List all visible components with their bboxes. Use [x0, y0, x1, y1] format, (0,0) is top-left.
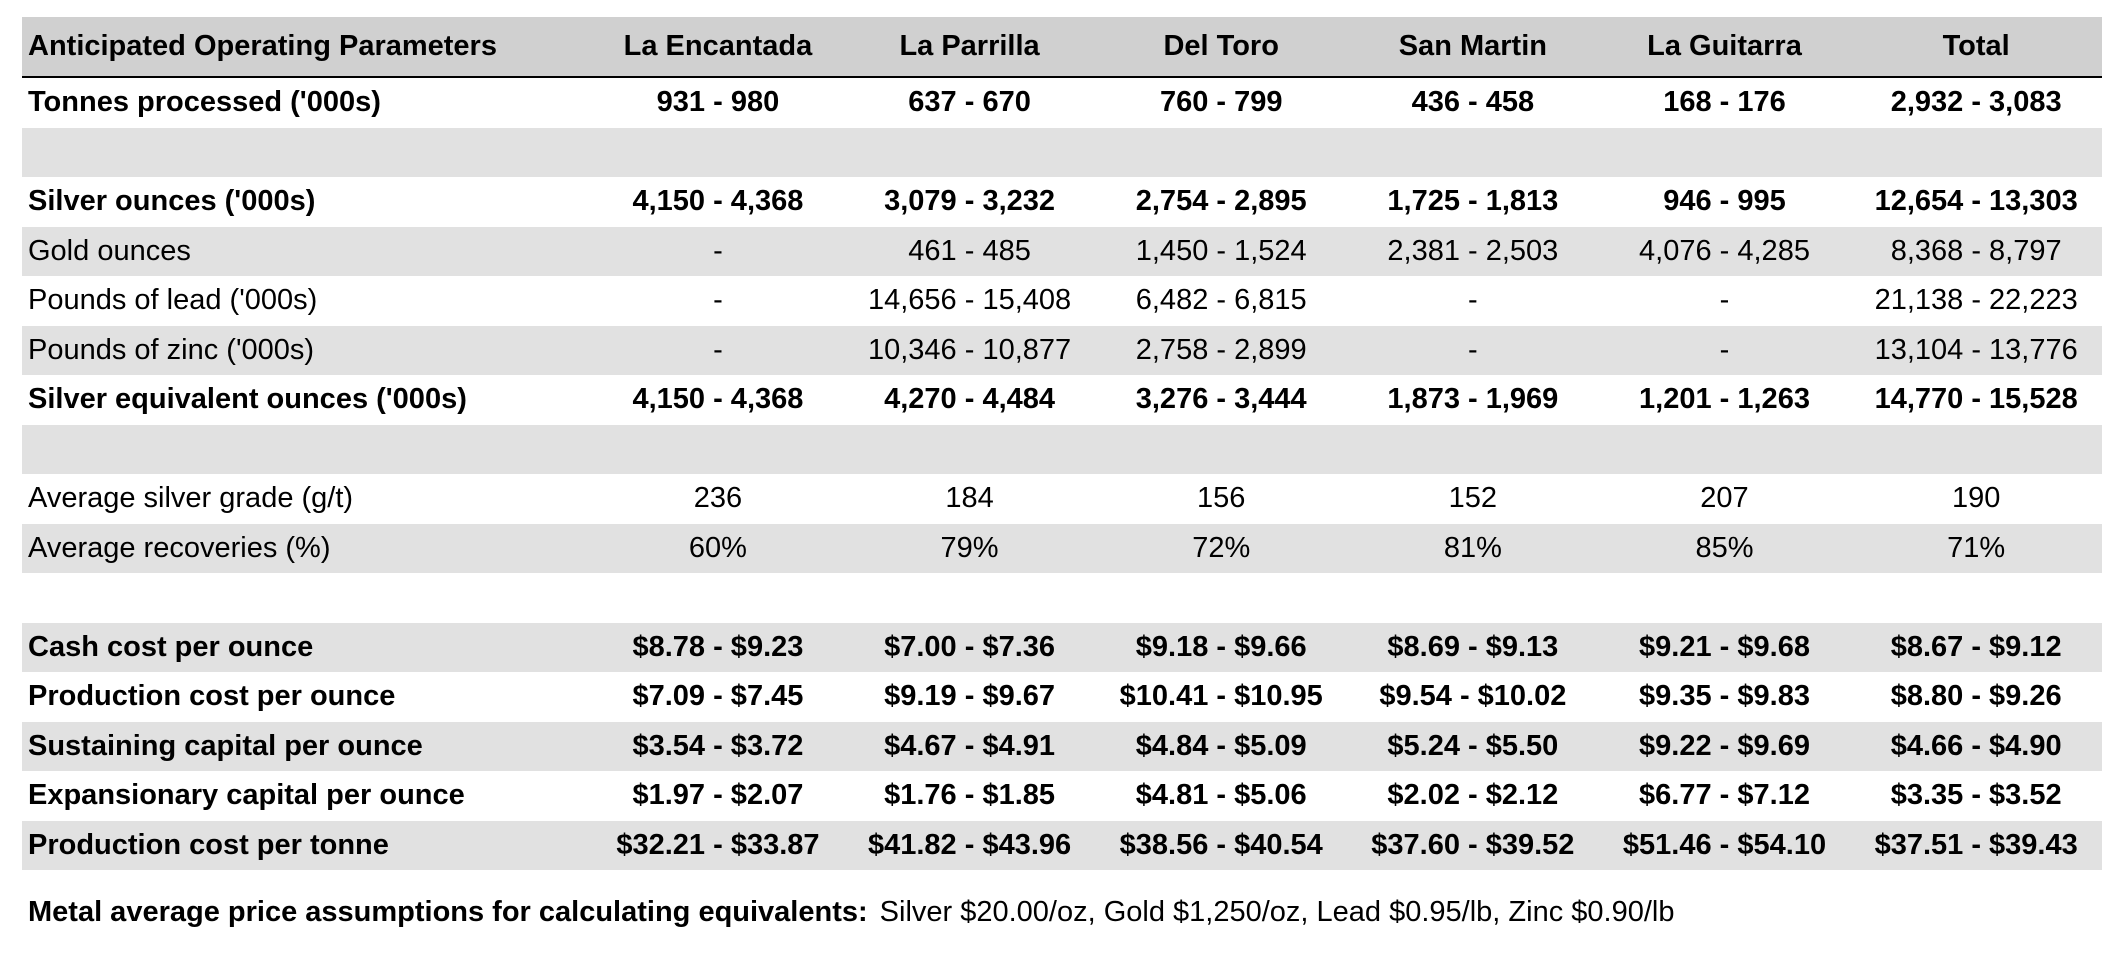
table-cell: 2,754 - 2,895	[1135, 185, 1307, 217]
spacer-row	[22, 128, 2102, 178]
table-cell: $4.81 - $5.06	[1135, 779, 1307, 811]
row-label: Silver equivalent ounces ('000s)	[28, 383, 467, 415]
table-cell: 4,150 - 4,368	[632, 185, 804, 217]
row-label: Production cost per ounce	[28, 680, 396, 712]
row-label: Silver ounces ('000s)	[28, 185, 316, 217]
table-row	[22, 672, 2102, 722]
table-cell: 3,079 - 3,232	[884, 185, 1056, 217]
table-cell: 4,270 - 4,484	[884, 383, 1056, 415]
table-cell: 190	[1951, 482, 2001, 514]
table-cell: 1,873 - 1,969	[1387, 383, 1559, 415]
table-cell: $32.21 - $33.87	[592, 821, 844, 871]
table-row	[22, 821, 2102, 871]
table-row	[22, 77, 2102, 128]
table-cell: $8.67 - $9.12	[1850, 623, 2102, 673]
table-cell: 2,758 - 2,899	[1095, 326, 1347, 376]
table-row	[22, 276, 2102, 326]
header-parameters: Anticipated Operating Parameters	[22, 17, 592, 77]
table-cell: $37.60 - $39.52	[1347, 821, 1599, 871]
header-row	[22, 17, 2102, 77]
table-row	[22, 375, 2102, 425]
table-cell: 72%	[1095, 524, 1347, 574]
table-cell: $8.78 - $9.23	[592, 623, 844, 673]
table-cell: 4,076 - 4,285	[1599, 227, 1851, 277]
table-cell: $38.56 - $40.54	[1095, 821, 1347, 871]
table-cell: 71%	[1850, 524, 2102, 574]
row-label: Cash cost per ounce	[22, 623, 592, 673]
table-row	[22, 623, 2102, 673]
table-cell: $9.35 - $9.83	[1639, 680, 1810, 712]
table-cell: 6,482 - 6,815	[1135, 284, 1307, 316]
table-cell: 79%	[844, 524, 1096, 574]
row-label: Average recoveries (%)	[22, 524, 592, 574]
table-cell: $4.84 - $5.09	[1095, 722, 1347, 772]
spacer-cell	[22, 425, 2102, 475]
header-la-parrilla: La Parrilla	[844, 17, 1096, 77]
table-cell: $9.22 - $9.69	[1599, 722, 1851, 772]
table-cell: $3.54 - $3.72	[592, 722, 844, 772]
header-la-guitarra: La Guitarra	[1599, 17, 1851, 77]
table-cell: -	[1468, 284, 1478, 316]
table-cell: 14,770 - 15,528	[1874, 383, 2078, 415]
price-assumptions-note	[28, 896, 1674, 929]
header-total: Total	[1850, 17, 2102, 77]
table-cell: $4.66 - $4.90	[1850, 722, 2102, 772]
table-cell: $3.35 - $3.52	[1890, 779, 2062, 811]
row-label: Gold ounces	[22, 227, 592, 277]
price-assumptions-label: Metal average price assumptions for calculating equivalents:	[28, 896, 868, 928]
table-cell: $7.00 - $7.36	[844, 623, 1096, 673]
table-cell: $37.51 - $39.43	[1850, 821, 2102, 871]
table-cell: 8,368 - 8,797	[1850, 227, 2102, 277]
table-cell: 461 - 485	[844, 227, 1096, 277]
table-cell: 14,656 - 15,408	[867, 284, 1072, 316]
table-cell: $8.80 - $9.26	[1890, 680, 2062, 712]
operating-parameters-table-container	[22, 17, 2102, 870]
table-cell: 152	[1448, 482, 1498, 514]
table-cell: $2.02 - $2.12	[1387, 779, 1559, 811]
table-cell: $9.21 - $9.68	[1599, 623, 1851, 673]
table-cell: $8.69 - $9.13	[1347, 623, 1599, 673]
table-cell: 10,346 - 10,877	[844, 326, 1096, 376]
table-row	[22, 524, 2102, 574]
table-cell: -	[1347, 326, 1599, 376]
table-cell: -	[713, 284, 723, 316]
table-cell: $4.67 - $4.91	[844, 722, 1096, 772]
table-cell: 85%	[1599, 524, 1851, 574]
table-cell: $51.46 - $54.10	[1599, 821, 1851, 871]
table-cell: 81%	[1347, 524, 1599, 574]
table-cell: 60%	[592, 524, 844, 574]
table-cell: 207	[1700, 482, 1749, 514]
table-row	[22, 326, 2102, 376]
table-cell: -	[592, 326, 844, 376]
header-la-encantada: La Encantada	[592, 17, 844, 77]
operating-parameters-table	[22, 17, 2102, 870]
table-row	[22, 227, 2102, 277]
table-cell: 1,450 - 1,524	[1095, 227, 1347, 277]
table-row	[22, 177, 2102, 227]
row-label: Production cost per tonne	[22, 821, 592, 871]
header-del-toro: Del Toro	[1095, 17, 1347, 77]
table-cell: 156	[1197, 482, 1246, 514]
table-cell: 637 - 670	[908, 86, 1031, 118]
row-label: Sustaining capital per ounce	[22, 722, 592, 772]
table-cell: $5.24 - $5.50	[1347, 722, 1599, 772]
spacer-row	[22, 573, 2102, 623]
table-cell: 184	[945, 482, 994, 514]
table-row	[22, 771, 2102, 821]
table-row	[22, 474, 2102, 524]
table-cell: $9.18 - $9.66	[1095, 623, 1347, 673]
row-label: Tonnes processed ('000s)	[28, 86, 381, 118]
row-label: Pounds of lead ('000s)	[28, 284, 318, 316]
table-cell: 931 - 980	[656, 86, 780, 118]
table-cell: 168 - 176	[1663, 86, 1786, 118]
table-cell: 3,276 - 3,444	[1135, 383, 1307, 415]
table-cell: $6.77 - $7.12	[1639, 779, 1810, 811]
table-header	[22, 17, 2102, 77]
table-cell: $1.76 - $1.85	[884, 779, 1056, 811]
table-cell: $41.82 - $43.96	[844, 821, 1096, 871]
table-cell: 760 - 799	[1159, 86, 1283, 118]
spacer-cell	[22, 573, 2102, 623]
table-cell: 1,725 - 1,813	[1387, 185, 1559, 217]
spacer-cell	[22, 128, 2102, 178]
row-label: Average silver grade (g/t)	[28, 482, 354, 514]
table-cell: $1.97 - $2.07	[632, 779, 804, 811]
table-cell: -	[1719, 284, 1730, 316]
header-san-martin: San Martin	[1347, 17, 1599, 77]
table-cell: 4,150 - 4,368	[632, 383, 804, 415]
price-assumptions-text: Silver $20.00/oz, Gold $1,250/oz, Lead $0.95/lb, Zinc $0.90/lb	[879, 896, 1675, 928]
table-cell: $9.54 - $10.02	[1379, 680, 1567, 712]
table-cell: -	[592, 227, 844, 277]
spacer-row	[22, 425, 2102, 475]
table-cell: $7.09 - $7.45	[632, 680, 804, 712]
table-cell: 2,932 - 3,083	[1890, 86, 2062, 118]
table-body	[22, 77, 2102, 870]
table-cell: 12,654 - 13,303	[1874, 185, 2078, 217]
table-cell: $9.19 - $9.67	[884, 680, 1056, 712]
table-cell: 2,381 - 2,503	[1347, 227, 1599, 277]
table-cell: -	[1599, 326, 1851, 376]
row-label: Pounds of zinc ('000s)	[22, 326, 592, 376]
table-cell: 1,201 - 1,263	[1639, 383, 1810, 415]
table-cell: $10.41 - $10.95	[1119, 680, 1323, 712]
table-cell: 236	[693, 482, 743, 514]
table-cell: 13,104 - 13,776	[1850, 326, 2102, 376]
table-cell: 21,138 - 22,223	[1874, 284, 2078, 316]
table-row	[22, 722, 2102, 772]
table-cell: 436 - 458	[1411, 86, 1535, 118]
table-cell: 946 - 995	[1663, 185, 1786, 217]
row-label: Expansionary capital per ounce	[28, 779, 465, 811]
